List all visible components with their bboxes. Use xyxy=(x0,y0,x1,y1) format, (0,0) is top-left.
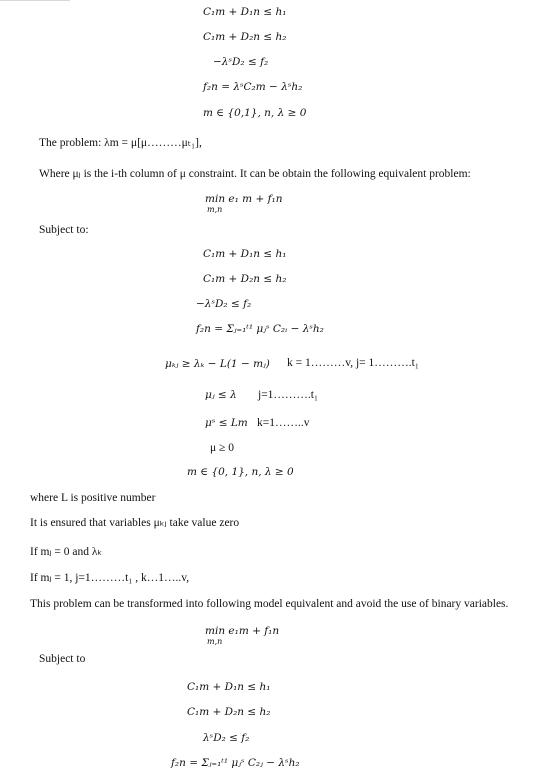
constraint-9: μₖⱼ ≥ λₖ − L(1 − mⱼ) xyxy=(165,358,270,370)
domain-condition: m ∈ {0,1}, n, λ ≥ 0 xyxy=(203,107,307,119)
constraint-6: C₁m + D₂n ≤ h₂ xyxy=(203,273,287,285)
constraint-16: f₂n = Σⱼ₌₁ᵗ¹ μⱼˢ C₂ⱼ − λˢh₂ xyxy=(171,757,300,769)
subject-to-label: Subject to: xyxy=(39,224,89,236)
constraint-3: −λˢD₂ ≤ f₂ xyxy=(213,56,269,68)
constraint-9-range: k = 1………v, j= 1……….t₁ xyxy=(287,357,419,369)
objective-subscript: m,n xyxy=(207,205,223,214)
constraint-10-range: j=1……….t₁ xyxy=(258,389,319,401)
constraint-7: −λˢD₂ ≤ f₂ xyxy=(196,298,252,310)
objective-function: min e₁ m + f₁n xyxy=(205,193,283,205)
note-zero-values: It is ensured that variables μₖⱼ take value zero xyxy=(30,517,240,529)
objective-function-2: min e₁m + f₁n xyxy=(205,625,280,637)
constraint-13: C₁m + D₁n ≤ h₁ xyxy=(187,681,271,693)
note-positive-L: where L is positive number xyxy=(30,492,156,504)
problem-statement: The problem: λm = μ[μ………μₜ₁], xyxy=(39,137,202,149)
constraint-4: f₂n = λˢC₂m − λˢh₂ xyxy=(203,81,303,93)
objective-subscript-2: m,n xyxy=(207,637,223,646)
constraint-15: λˢD₂ ≤ f₂ xyxy=(203,732,250,744)
constraint-12: μ ≥ 0 xyxy=(210,442,234,454)
subject-to-label-2: Subject to xyxy=(39,653,86,665)
constraint-11: μˢ ≤ Lm xyxy=(205,417,248,429)
constraint-8: f₂n = Σⱼ₌₁ᵗ¹ μⱼˢ C₂ᵢ − λˢh₂ xyxy=(196,323,324,335)
constraint-1: C₁m + D₁n ≤ h₁ xyxy=(203,6,287,18)
transformation-text: This problem can be transformed into following model equivalent and avoid the use of binary variables. xyxy=(30,598,509,610)
top-divider xyxy=(0,0,70,1)
explanation-text: Where μⱼ is the i-th column of μ constraint. It can be obtain the following equivalent problem: xyxy=(39,168,471,180)
constraint-5: C₁m + D₁n ≤ h₁ xyxy=(203,248,287,260)
condition-m-zero: If mⱼ = 0 and λₖ xyxy=(30,546,103,558)
constraint-11-range: k=1……..v xyxy=(257,417,310,429)
constraint-14: C₁m + D₂n ≤ h₂ xyxy=(187,706,271,718)
domain-condition-2: m ∈ {0, 1}, n, λ ≥ 0 xyxy=(187,466,294,478)
condition-m-one: If mⱼ = 1, j=1………t₁ , k…1…..v, xyxy=(30,572,190,584)
constraint-10: μⱼ ≤ λ xyxy=(205,389,237,401)
constraint-2: C₁m + D₂n ≤ h₂ xyxy=(203,31,287,43)
